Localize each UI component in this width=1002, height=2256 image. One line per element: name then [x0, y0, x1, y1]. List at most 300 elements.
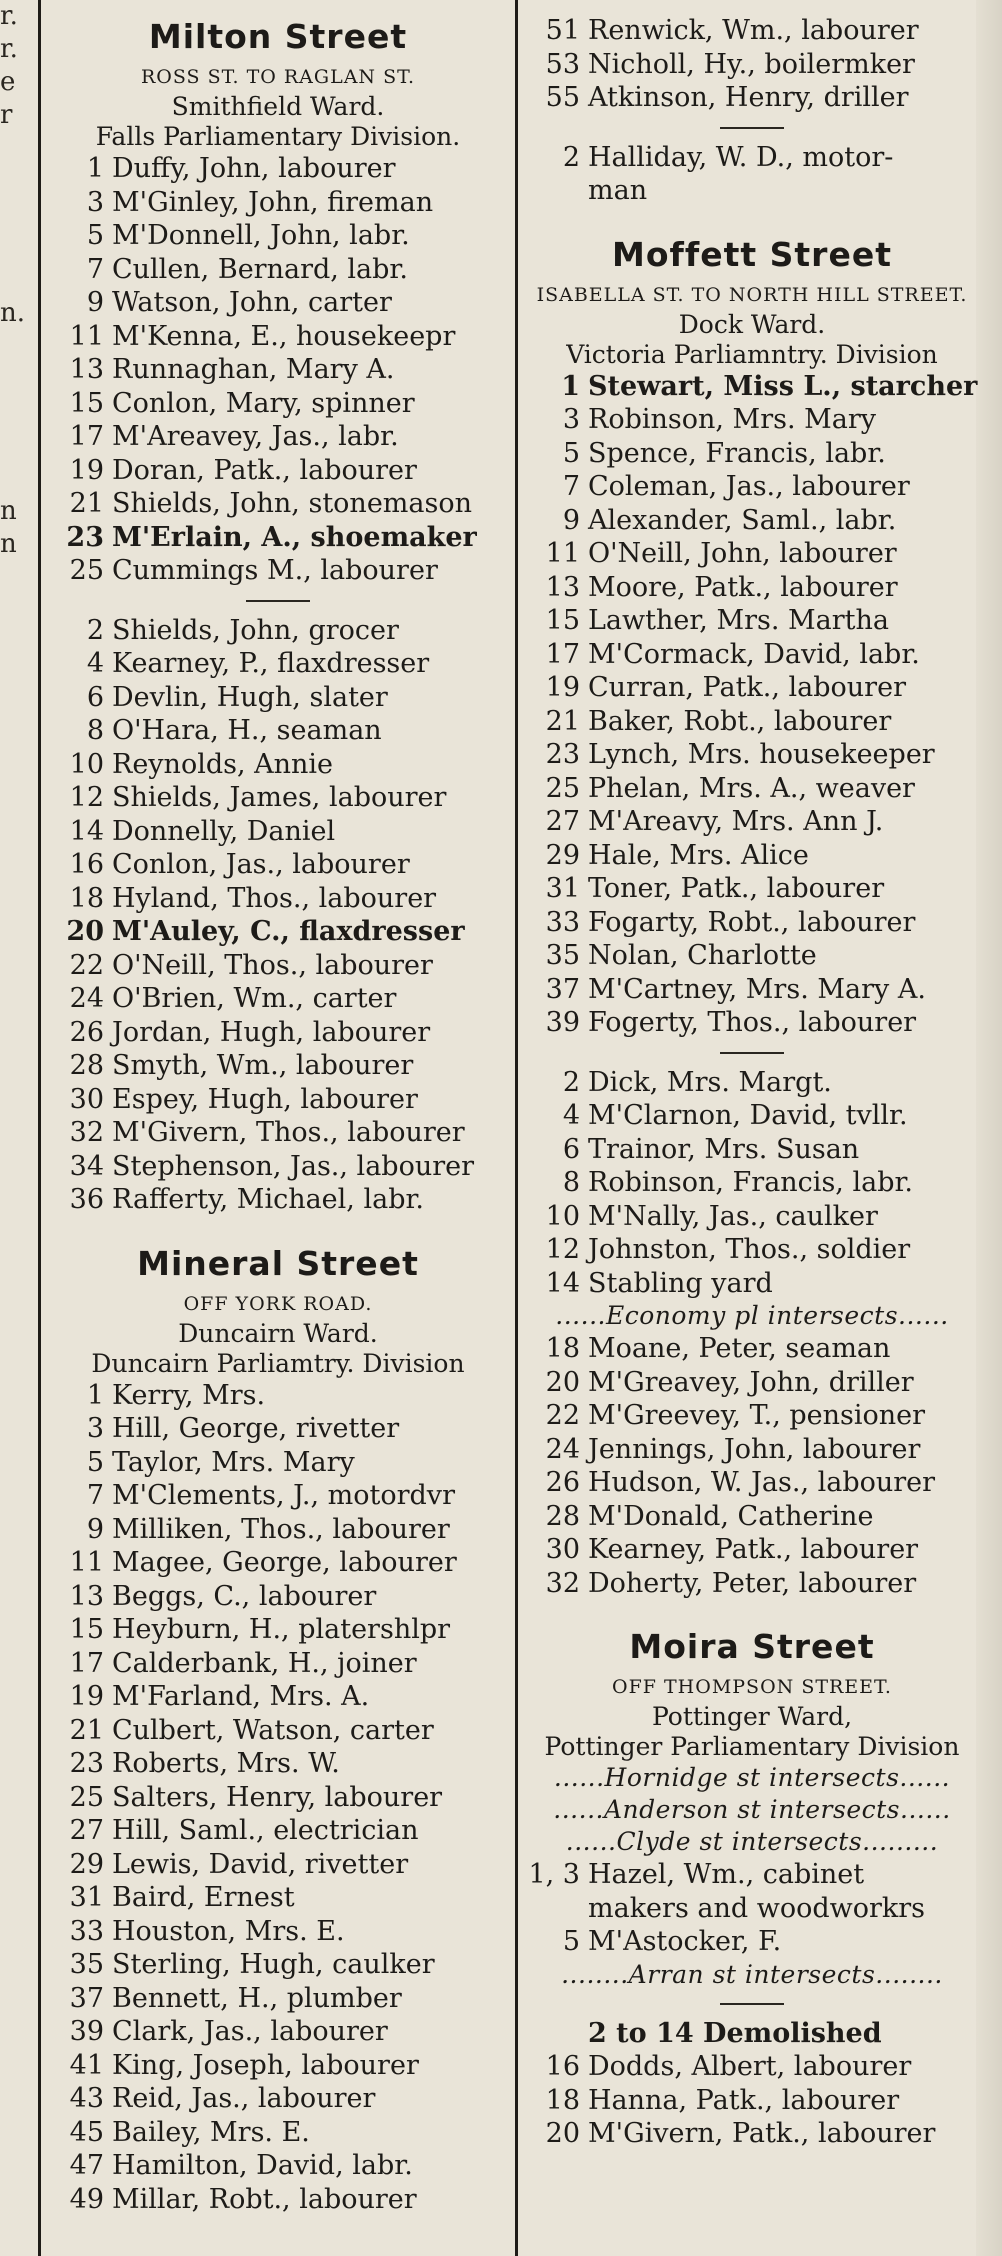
resident-entry: Kearney, P., flaxdresser: [112, 648, 430, 679]
edge-fragment: [0, 264, 20, 297]
list-item: [528, 81, 976, 115]
resident-entry: Salters, Henry, labourer: [112, 1781, 443, 1813]
resident-entry: Hale, Mrs. Alice: [588, 839, 809, 871]
resident-entry: Stephenson, Jas., labourer: [112, 1150, 475, 1182]
house-number: 11: [69, 320, 104, 352]
section-separator: [720, 1052, 784, 1054]
list-item: [528, 906, 976, 940]
edge-fragment: n: [0, 529, 17, 559]
resident-entry: Milliken, Thos., labourer: [112, 1513, 450, 1545]
right-column: [528, 14, 976, 2151]
resident-entry: Clark, Jas., labourer: [112, 2016, 388, 2047]
house-number: 26: [545, 1467, 580, 1498]
house-number: 36: [69, 1184, 104, 1215]
resident-entry: M'Areavy, Mrs. Ann J.: [588, 806, 884, 837]
list-item: [52, 1183, 504, 1217]
section-separator: [246, 600, 310, 602]
list-item: [528, 1366, 976, 1400]
list-item: [52, 1714, 504, 1748]
edge-fragment: [0, 330, 20, 363]
resident-entry: Calderbank, H., joiner: [112, 1647, 417, 1679]
edge-fragment: [0, 165, 20, 198]
resident-entry: M'Givern, Patk., labourer: [588, 2118, 936, 2149]
list-item: [52, 2049, 504, 2083]
list-item: [52, 1747, 504, 1781]
list-item: [52, 1379, 504, 1413]
resident-entry: Devlin, Hugh, slater: [112, 681, 388, 713]
list-item: [52, 1083, 504, 1117]
resident-entry: Kerry, Mrs.: [112, 1379, 266, 1411]
resident-entry: Duffy, John, labourer: [112, 153, 396, 184]
house-number: 14: [69, 815, 104, 847]
resident-entry: Robinson, Francis, labr.: [588, 1167, 914, 1198]
edge-fragment: [0, 396, 20, 429]
resident-entry: Alexander, Saml., labr.: [588, 504, 897, 536]
resident-entry: Robinson, Mrs. Mary: [588, 404, 877, 435]
parliamentary-division: Pottinger Parliamentary Division: [544, 1732, 960, 1761]
resident-entry: Shields, James, labourer: [112, 782, 447, 813]
house-number: 8: [86, 715, 104, 746]
resident-entry: M'Donnell, John, labr.: [112, 220, 410, 251]
house-number: 34: [69, 1150, 104, 1182]
house-number: 12: [69, 782, 104, 813]
parliamentary-division: Duncairn Parliamtry. Division: [91, 1348, 465, 1378]
resident-entry: Hyland, Thos., labourer: [112, 882, 437, 914]
list-item: [528, 2017, 976, 2051]
list-item: [52, 521, 504, 555]
list-item: [528, 14, 976, 48]
house-number: 11: [69, 1547, 104, 1578]
resident-entry: Smyth, Wm., labourer: [112, 1050, 414, 1081]
list-item: [528, 772, 976, 806]
left-edge-fragments: [0, 0, 26, 600]
house-number: 39: [69, 2016, 104, 2047]
house-number: 1: [561, 370, 580, 402]
list-item: [528, 638, 976, 672]
house-number: 2: [562, 1066, 580, 1098]
resident-entry: Coleman, Jas., labourer: [588, 471, 910, 502]
house-number: 19: [69, 454, 104, 486]
house-number: 7: [86, 1480, 104, 1511]
center-column-rule: [515, 0, 518, 2256]
house-number: 29: [69, 1848, 104, 1880]
section-separator: [720, 2003, 784, 2005]
list-item: [528, 2084, 976, 2118]
house-number: 41: [69, 2049, 104, 2081]
edge-fragment: r.: [0, 1, 18, 31]
list-item: [528, 1925, 976, 1959]
list-item: [52, 219, 504, 253]
list-item: [528, 1433, 976, 1467]
house-number: 35: [69, 1949, 104, 1980]
list-item: [52, 1781, 504, 1815]
house-number: 5: [86, 1446, 104, 1478]
street-route: ROSS ST. TO RAGLAN ST.: [140, 66, 416, 88]
street-route: OFF THOMPSON STREET.: [612, 1676, 892, 1698]
house-number: 18: [69, 882, 104, 914]
edge-fragment: e: [0, 67, 16, 97]
edge-fragment: [0, 132, 20, 165]
house-number: 1: [86, 1379, 104, 1411]
resident-entry: M'Givern, Thos., labourer: [112, 1117, 465, 1148]
list-item: [528, 1200, 976, 1234]
house-number: 31: [69, 1882, 104, 1913]
street-title: Moira Street: [629, 1627, 875, 1666]
resident-entry: O'Brien, Wm., carter: [112, 983, 397, 1014]
resident-entry: Bailey, Mrs. E.: [112, 2116, 310, 2148]
house-number: 22: [69, 949, 104, 981]
list-item: [52, 1613, 504, 1647]
house-number: 37: [545, 973, 580, 1005]
house-number: 23: [69, 1748, 104, 1779]
resident-entry: Conlon, Mary, spinner: [112, 387, 415, 419]
resident-entry: Nolan, Charlotte: [588, 940, 817, 971]
edge-fragment: n.: [0, 298, 26, 328]
resident-entry: Johnston, Thos., soldier: [588, 1234, 911, 1265]
right-page-edge: [976, 0, 1002, 2256]
block-gap: [528, 208, 976, 232]
list-item: [52, 1016, 504, 1050]
house-number: 28: [545, 1500, 580, 1532]
house-number: 11: [545, 538, 580, 569]
house-number: 18: [545, 2084, 580, 2116]
house-number: 3: [562, 404, 580, 435]
list-item: [528, 671, 976, 705]
resident-entry: Stabling yard: [588, 1267, 773, 1299]
house-number: 21: [69, 1714, 104, 1746]
list-item: [52, 915, 504, 949]
list-item: [52, 1948, 504, 1982]
list-item: [528, 939, 976, 973]
house-number: 15: [69, 387, 104, 419]
list-item: [52, 1546, 504, 1580]
list-item: [52, 2082, 504, 2116]
house-number: 19: [545, 672, 580, 703]
list-item: [52, 487, 504, 521]
list-item: [52, 1982, 504, 2016]
list-item: [528, 1533, 976, 1567]
list-item: [52, 1150, 504, 1184]
resident-entry: Shields, John, grocer: [112, 614, 399, 646]
house-number: 5: [86, 220, 104, 251]
list-item: [52, 286, 504, 320]
resident-entry: Fogerty, Thos., labourer: [588, 1007, 917, 1038]
list-item: [52, 1680, 504, 1714]
house-number: 20: [545, 1366, 580, 1398]
house-number: 30: [545, 1534, 580, 1565]
resident-entry: Nicholl, Hy., boilermker: [588, 48, 915, 80]
list-item: [52, 320, 504, 354]
resident-entry: Baird, Ernest: [112, 1882, 295, 1913]
house-number: 35: [545, 940, 580, 971]
house-number: 4: [562, 1100, 580, 1131]
resident-entry: Dodds, Albert, labourer: [588, 2051, 912, 2082]
house-number: 49: [69, 2183, 104, 2215]
house-number: 9: [562, 504, 580, 536]
resident-entry: Hamilton, David, labr.: [112, 2150, 413, 2181]
house-number: 10: [69, 748, 104, 780]
list-item: [52, 748, 504, 782]
house-number: 51: [545, 15, 580, 46]
house-number: 1, 3: [528, 1859, 580, 1890]
list-item: [528, 973, 976, 1007]
house-number: 30: [69, 1083, 104, 1115]
resident-entry: Beggs, C., labourer: [112, 1580, 377, 1612]
house-number: 25: [545, 772, 580, 804]
resident-entry: Phelan, Mrs. A., weaver: [588, 772, 915, 804]
resident-entry: Trainor, Mrs. Susan: [588, 1133, 860, 1165]
house-number: 6: [562, 1133, 580, 1165]
house-number: 24: [69, 983, 104, 1014]
house-number: 23: [66, 521, 104, 553]
house-number: 17: [545, 638, 580, 670]
list-item: [52, 1513, 504, 1547]
house-number: 12: [545, 1234, 580, 1265]
list-item: [528, 1267, 976, 1301]
list-item: [52, 647, 504, 681]
list-item: [52, 2149, 504, 2183]
house-number: 32: [545, 1567, 580, 1599]
resident-entry: Doran, Patk., labourer: [112, 454, 417, 486]
resident-entry: Rafferty, Michael, labr.: [112, 1184, 425, 1215]
list-item: [528, 738, 976, 772]
resident-entry: Jennings, John, labourer: [588, 1433, 921, 1465]
list-item: [52, 1814, 504, 1848]
list-item: [52, 714, 504, 748]
house-number: 4: [86, 648, 104, 679]
resident-entry: Donnelly, Daniel: [112, 815, 336, 847]
house-number: 33: [545, 906, 580, 938]
resident-entry: M'Nally, Jas., caulker: [588, 1200, 878, 1232]
edge-fragment: r: [0, 100, 13, 130]
list-item: [52, 781, 504, 815]
list-item: [528, 504, 976, 538]
house-number: 43: [69, 2083, 104, 2114]
list-item: [528, 604, 976, 638]
list-item: [52, 848, 504, 882]
list-item: [52, 949, 504, 983]
house-number: 17: [69, 421, 104, 452]
resident-entry: Hazel, Wm., cabinet: [588, 1859, 865, 1890]
resident-entry: M'Astocker, F.: [588, 1926, 782, 1957]
house-number: 16: [545, 2051, 580, 2082]
resident-entry: Shields, John, stonemason: [112, 488, 472, 519]
resident-entry: M'Farland, Mrs. A.: [112, 1681, 370, 1712]
street-title: Milton Street: [148, 17, 408, 56]
street-route: OFF YORK ROAD.: [183, 1292, 373, 1315]
house-number: 28: [69, 1050, 104, 1081]
resident-entry: Kearney, Patk., labourer: [588, 1534, 919, 1565]
resident-entry: Hill, Saml., electrician: [112, 1815, 419, 1846]
house-number: 20: [66, 916, 104, 947]
list-item: [528, 705, 976, 739]
resident-entry: Espey, Hugh, labourer: [112, 1083, 418, 1115]
list-item: [52, 1446, 504, 1480]
resident-entry: O'Neill, John, labourer: [588, 538, 897, 569]
resident-entry: Conlon, Jas., labourer: [112, 849, 410, 880]
house-number: 15: [69, 1614, 104, 1645]
section-separator: [720, 127, 784, 129]
house-number: 1: [86, 153, 104, 184]
house-number: 37: [69, 1982, 104, 2014]
house-number: 2: [562, 141, 580, 173]
ward-name: Dock Ward.: [678, 309, 826, 339]
intersection-note: ......Clyde st intersects.........: [565, 1827, 939, 1856]
intersection-note: ........Arran st intersects........: [561, 1959, 943, 1989]
house-number: 26: [69, 1016, 104, 1048]
resident-entry: Runnaghan, Mary A.: [112, 354, 395, 385]
resident-entry: Toner, Patk., labourer: [588, 873, 885, 904]
list-item: [52, 253, 504, 287]
house-number: 21: [545, 705, 580, 737]
entry-continuation: man: [588, 175, 648, 206]
house-number: 7: [86, 253, 104, 285]
resident-entry: Sterling, Hugh, caulker: [112, 1949, 435, 1980]
resident-entry: Roberts, Mrs. W.: [112, 1748, 340, 1779]
edge-fragment: r.: [0, 34, 18, 64]
house-number: 17: [69, 1647, 104, 1679]
house-number: 55: [545, 82, 580, 113]
list-item: [528, 141, 976, 175]
list-item: [52, 1881, 504, 1915]
list-item: [528, 1500, 976, 1534]
resident-entry: M'Areavey, Jas., labr.: [112, 421, 399, 452]
house-number: 21: [69, 488, 104, 519]
list-item: [528, 403, 976, 437]
resident-entry: Moane, Peter, seaman: [588, 1333, 891, 1364]
house-number: 3: [86, 1413, 104, 1444]
house-number: 15: [545, 605, 580, 636]
resident-entry: Hill, George, rivetter: [112, 1413, 400, 1444]
resident-entry: M'Ginley, John, fireman: [112, 186, 434, 218]
house-number: 45: [69, 2116, 104, 2148]
intersection-note: ......Anderson st intersects......: [553, 1795, 951, 1824]
resident-entry: Heyburn, H., platershlpr: [112, 1614, 451, 1645]
list-item: [528, 1099, 976, 1133]
intersection-note: ......Hornidge st intersects......: [553, 1763, 951, 1792]
resident-entry: M'Clements, J., motordvr: [112, 1480, 455, 1511]
list-item: [52, 2015, 504, 2049]
resident-entry: Fogarty, Robt., labourer: [588, 906, 916, 938]
resident-entry: Reid, Jas., labourer: [112, 2083, 376, 2114]
house-number: 13: [69, 354, 104, 385]
resident-entry: Stewart, Miss L., starcher: [588, 370, 978, 402]
house-number: 9: [86, 287, 104, 318]
resident-entry: Cullen, Bernard, labr.: [112, 253, 408, 285]
resident-entry: M'Kenna, E., housekeepr: [112, 320, 456, 352]
resident-entry: Magee, George, labourer: [112, 1547, 457, 1578]
resident-entry: Cummings M., labourer: [112, 555, 438, 586]
resident-entry: Doherty, Peter, labourer: [588, 1567, 917, 1599]
resident-entry: Bennett, H., plumber: [112, 1982, 402, 2014]
resident-entry: Lewis, David, rivetter: [112, 1848, 409, 1880]
list-item: [528, 1858, 976, 1892]
list-item: [52, 614, 504, 648]
edge-fragment: [0, 462, 20, 495]
list-item: [528, 1332, 976, 1366]
house-number: 14: [545, 1267, 580, 1299]
list-item: [528, 48, 976, 82]
list-item: [52, 1479, 504, 1513]
resident-entry: M'Clarnon, David, tvllr.: [588, 1100, 908, 1131]
house-number: 24: [545, 1433, 580, 1465]
resident-entry: M'Auley, C., flaxdresser: [112, 916, 465, 947]
list-item: [528, 1133, 976, 1167]
list-item: [52, 1848, 504, 1882]
resident-entry: Moore, Patk., labourer: [588, 571, 898, 603]
resident-entry: M'Cartney, Mrs. Mary A.: [588, 973, 926, 1005]
list-item: [528, 2050, 976, 2084]
edge-fragment: [0, 363, 20, 396]
list-item: [528, 1399, 976, 1433]
list-item: [52, 353, 504, 387]
resident-entry: Lynch, Mrs. housekeeper: [588, 739, 935, 770]
list-item: [528, 437, 976, 471]
list-item: [52, 1412, 504, 1446]
list-item: [52, 681, 504, 715]
resident-entry: Dick, Mrs. Margt.: [588, 1066, 832, 1098]
house-number: 33: [69, 1915, 104, 1947]
resident-entry: Spence, Francis, labr.: [588, 437, 886, 469]
list-item: [528, 1006, 976, 1040]
resident-entry: Hudson, W. Jas., labourer: [588, 1467, 936, 1498]
list-item: [528, 1166, 976, 1200]
house-number: 3: [86, 186, 104, 218]
house-number: 25: [69, 555, 104, 586]
block-gap: [528, 1600, 976, 1624]
resident-entry: 2 to 14 Demolished: [588, 2017, 882, 2049]
list-item: [52, 2183, 504, 2217]
house-number: 53: [545, 48, 580, 80]
list-item: [528, 1233, 976, 1267]
parliamentary-division: Falls Parliamentary Division.: [95, 122, 461, 151]
left-column: [52, 14, 504, 2216]
resident-entry: Taylor, Mrs. Mary: [112, 1446, 355, 1478]
list-item: [528, 2117, 976, 2151]
house-number: 22: [545, 1400, 580, 1431]
resident-entry: Baker, Robt., labourer: [588, 705, 892, 737]
ward-name: Duncairn Ward.: [178, 1318, 378, 1348]
house-number: 31: [545, 873, 580, 904]
list-item: [52, 982, 504, 1016]
house-number: 39: [545, 1007, 580, 1038]
resident-entry: Renwick, Wm., labourer: [588, 15, 919, 46]
resident-entry: Reynolds, Annie: [112, 748, 334, 780]
house-number: 29: [545, 839, 580, 871]
resident-entry: Halliday, W. D., motor-: [588, 141, 894, 173]
intersection-note: ......Economy pl intersects......: [555, 1301, 949, 1330]
street-route: ISABELLA ST. TO NORTH HILL STREET.: [536, 283, 968, 306]
list-item: [52, 152, 504, 186]
list-item: [528, 872, 976, 906]
left-column-rule: [38, 0, 41, 2256]
list-item: [52, 2116, 504, 2150]
street-title: Mineral Street: [137, 1243, 419, 1283]
list-item: [528, 1466, 976, 1500]
house-number: 18: [545, 1333, 580, 1364]
house-number: 19: [69, 1681, 104, 1712]
house-number: 6: [86, 681, 104, 713]
resident-entry: Hanna, Patk., labourer: [588, 2084, 900, 2116]
house-number: 47: [69, 2150, 104, 2181]
house-number: 5: [562, 437, 580, 469]
house-number: 13: [69, 1580, 104, 1612]
list-item: [528, 1567, 976, 1601]
list-item: [52, 1580, 504, 1614]
list-item: [528, 470, 976, 504]
list-item: [52, 554, 504, 588]
resident-entry: Jordan, Hugh, labourer: [112, 1016, 431, 1048]
